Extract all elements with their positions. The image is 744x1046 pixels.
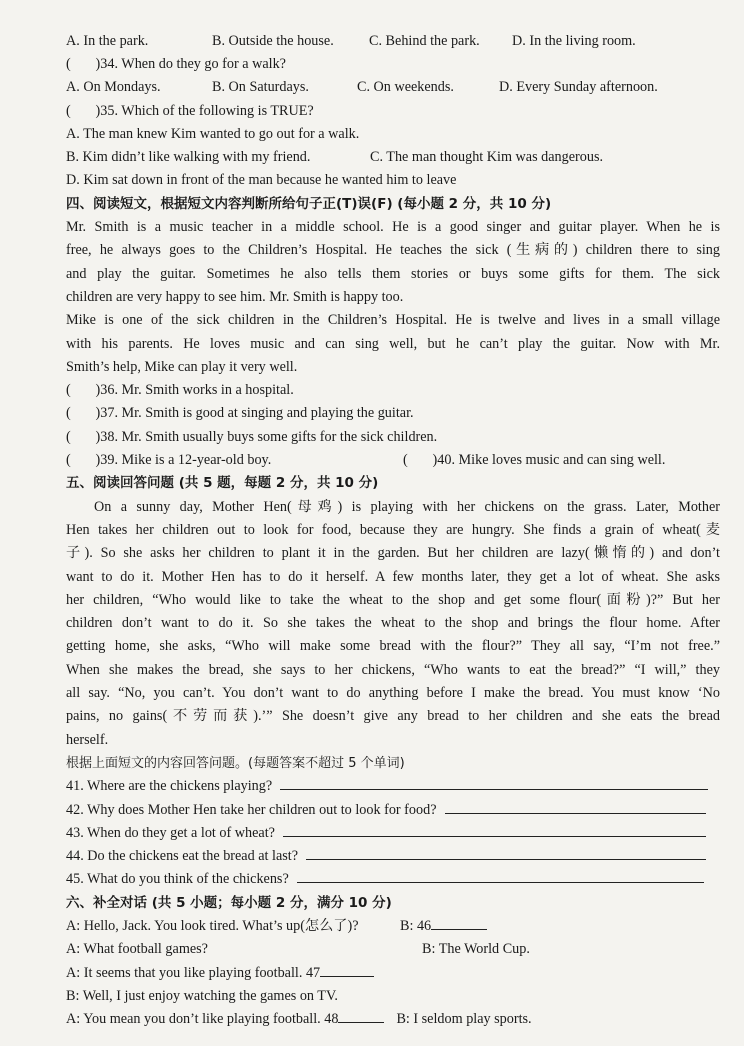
blank-47[interactable] bbox=[320, 962, 374, 977]
passage-line: children don’t want to do it. So she takes the wheat to the shop and brings the flour home. After bbox=[66, 615, 720, 632]
q33-option-d: D. In the living room. bbox=[512, 33, 636, 49]
passage-line: Mike is one of the sick children in the Children’s Hospital. He is twelve and lives in a small village bbox=[66, 312, 720, 329]
passage-line: herself. bbox=[66, 731, 109, 748]
q34-option-c: C. On weekends. bbox=[357, 79, 454, 96]
question-44 bbox=[66, 845, 720, 868]
tf-items-39-40 bbox=[66, 449, 720, 472]
passage-line: 子). So she asks her children to plant it in the garden. But her children are lazy(懒惰的) and don’t bbox=[66, 545, 720, 562]
q34-option-d: D. Every Sunday afternoon. bbox=[499, 79, 658, 96]
blank-46[interactable] bbox=[431, 915, 487, 930]
q34-options bbox=[66, 76, 720, 99]
q35-option-d: D. Kim sat down in front of the man because he wanted him to leave bbox=[66, 172, 457, 189]
question-42-text: 42. Why does Mother Hen take her children out to look for food? bbox=[66, 801, 437, 818]
q33-options bbox=[66, 30, 720, 53]
passage-line: pains, no gains(不劳而获).’” She doesn’t give any bread to her children and she eats the bread bbox=[66, 708, 720, 725]
section5-instruction: 根据上面短文的内容回答问题。(每题答案不超过 5 个单词) bbox=[66, 755, 405, 771]
dialogue-line-3 bbox=[66, 962, 720, 985]
question-43-text: 43. When do they get a lot of wheat? bbox=[66, 824, 275, 841]
dialogue-line-2 bbox=[66, 938, 720, 961]
q35-option-b: B. Kim didn’t like walking with my friend. bbox=[66, 149, 311, 166]
dialogue-a5: A: You mean you don’t like playing football. 48 bbox=[66, 1011, 339, 1028]
section5-passage bbox=[66, 496, 720, 752]
passage-line: her children, “Who would like to take the wheat to the shop and get some flour(面粉)?” But her bbox=[66, 591, 720, 608]
question-45-text: 45. What do you think of the chickens? bbox=[66, 871, 289, 888]
passage-line: want to do it. Mother Hen has to do it herself. A few months later, they get a lot of wheat. She asks bbox=[66, 568, 720, 585]
dialogue-b5: B: I seldom play sports. bbox=[396, 1011, 532, 1028]
section4-heading: 四、阅读短文，根据短文内容判断所给句子正(T)误(F) (每小题 2 分，共 10 分) bbox=[66, 195, 552, 212]
passage-line: Mr. Smith is a music teacher in a middle school. He is a good singer and guitar player. When he is bbox=[66, 219, 720, 236]
tf-item-36[interactable]: ( )36. Mr. Smith works in a hospital. bbox=[66, 382, 294, 399]
q35-stem: ( )35. Which of the following is TRUE? bbox=[66, 102, 314, 119]
dialogue-a1: A: Hello, Jack. You look tired. What’s up(怎么了)? bbox=[66, 917, 359, 934]
question-43 bbox=[66, 822, 720, 845]
question-41 bbox=[66, 775, 720, 798]
tf-item-39[interactable]: ( )39. Mike is a 12-year-old boy. bbox=[66, 452, 272, 469]
question-45 bbox=[66, 868, 720, 891]
q35-options-bc bbox=[66, 146, 720, 169]
answer-44-blank[interactable] bbox=[306, 845, 706, 860]
answer-42-blank[interactable] bbox=[445, 799, 707, 814]
passage-line: getting home, she asks, “Who will make some bread with the flour?” They all say, “I’m not free.” bbox=[66, 638, 720, 655]
dialogue-b1: B: 46 bbox=[400, 917, 432, 934]
passage-line: free, he always goes to the Children’s Hospital. He teaches the sick (生病的) children there to sing bbox=[66, 242, 720, 259]
q33-option-a: A. In the park. bbox=[66, 33, 149, 49]
question-41-text: 41. Where are the chickens playing? bbox=[66, 778, 273, 795]
passage-line: Smith’s help, Mike can play it very well. bbox=[66, 358, 298, 375]
answer-41-blank[interactable] bbox=[280, 775, 708, 790]
passage-line: Hen takes her children out to look for food, because they are hungry. She finds a grain of wheat(麦 bbox=[66, 521, 720, 538]
question-44-text: 44. Do the chickens eat the bread at last? bbox=[66, 848, 299, 865]
q34-option-b: B. On Saturdays. bbox=[212, 79, 309, 96]
section4-passage-1 bbox=[66, 216, 720, 309]
q33-option-c: C. Behind the park. bbox=[369, 33, 480, 49]
passage-line: children are very happy to see him. Mr. Smith is happy too. bbox=[66, 288, 404, 305]
tf-item-40[interactable]: ( )40. Mike loves music and can sing well. bbox=[403, 452, 666, 469]
dialogue-a3: A: It seems that you like playing football. 47 bbox=[66, 964, 321, 981]
question-42 bbox=[66, 799, 720, 822]
q33-option-b: B. Outside the house. bbox=[212, 33, 334, 49]
tf-item-37[interactable]: ( )37. Mr. Smith is good at singing and playing the guitar. bbox=[66, 405, 414, 422]
answer-43-blank[interactable] bbox=[283, 822, 706, 837]
passage-line: and play the guitar. Sometimes he also tells them stories or buys some gifts for them. The sick bbox=[66, 265, 720, 282]
dialogue-b2: B: The World Cup. bbox=[422, 941, 530, 958]
q34-option-a: A. On Mondays. bbox=[66, 79, 161, 96]
q34-stem: ( )34. When do they go for a walk? bbox=[66, 56, 286, 72]
dialogue-line-1 bbox=[66, 915, 720, 938]
passage-line: When she makes the bread, she says to her chickens, “Who wants to eat the bread?” “I will,” they bbox=[66, 661, 720, 678]
section4-passage-2 bbox=[66, 309, 720, 379]
answer-45-blank[interactable] bbox=[297, 868, 704, 883]
section5-heading: 五、阅读回答问题 (共 5 题，每题 2 分，共 10 分) bbox=[66, 475, 379, 492]
passage-line: all say. “No, you can’t. You don’t want to do anything before I make the bread. You must know ‘No bbox=[66, 685, 720, 702]
q35-option-c: C. The man thought Kim was dangerous. bbox=[370, 149, 604, 166]
dialogue-line-5 bbox=[66, 1008, 720, 1031]
passage-line: On a sunny day, Mother Hen(母鸡) is playing with her chickens on the grass. Later, Mother bbox=[94, 498, 720, 515]
dialogue-b4: B: Well, I just enjoy watching the games on TV. bbox=[66, 987, 338, 1004]
dialogue-a2: A: What football games? bbox=[66, 941, 208, 958]
q35-option-a: A. The man knew Kim wanted to go out for a walk. bbox=[66, 125, 360, 142]
passage-line: with his parents. He loves music and can sing well, but he can’t play the guitar. Now with Mr. bbox=[66, 335, 720, 352]
tf-item-38[interactable]: ( )38. Mr. Smith usually buys some gifts for the sick children. bbox=[66, 428, 438, 445]
blank-48[interactable] bbox=[338, 1008, 384, 1023]
section6-heading: 六、补全对话 (共 5 小题；每小题 2 分，满分 10 分) bbox=[66, 894, 392, 911]
